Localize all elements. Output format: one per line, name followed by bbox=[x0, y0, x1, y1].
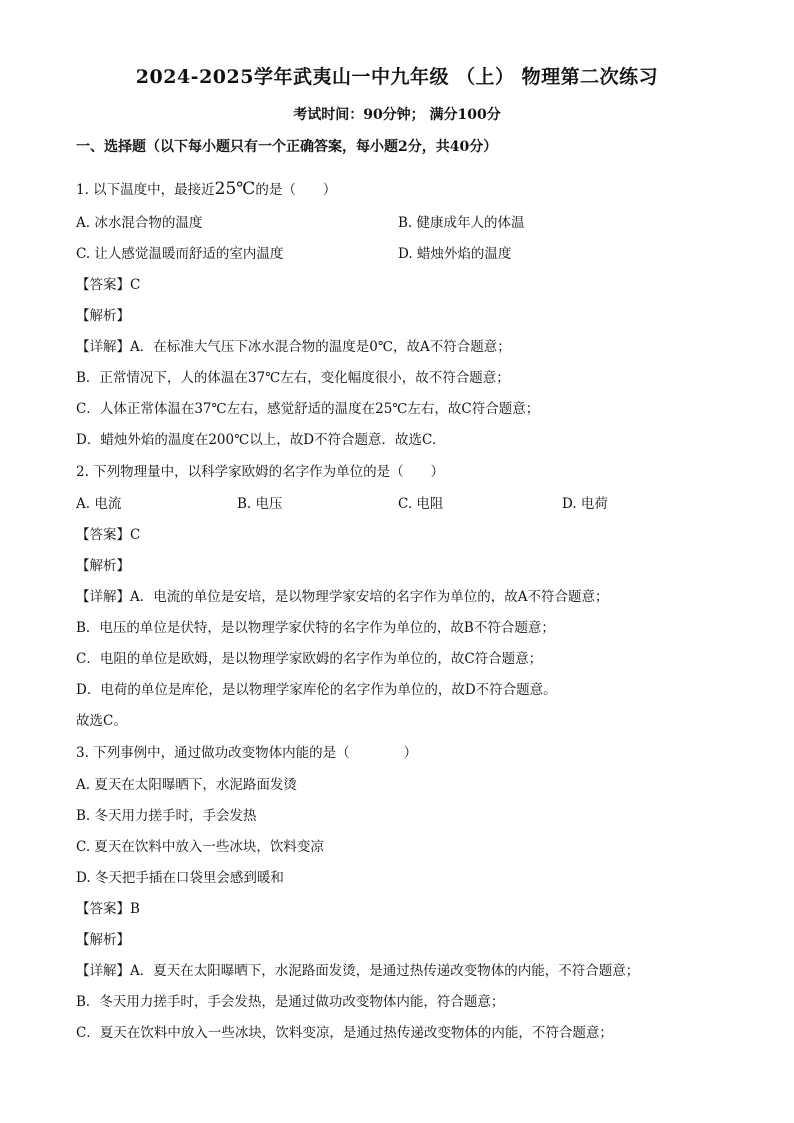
exam-info: 考试时间：90分钟； 满分100分 bbox=[293, 107, 501, 123]
q2-option-d: D. 电荷 bbox=[562, 496, 608, 512]
q3-analysis-label: 【解析】 bbox=[76, 932, 130, 948]
q1-detail-3: C．人体正常体温在37℃左右，感觉舒适的温度在25℃左右，故C符合题意； bbox=[76, 401, 540, 417]
q3-detail-1: 【详解】A．夏天在太阳曝晒下，水泥路面发烫，是通过热传递改变物体的内能，不符合题意； bbox=[76, 963, 640, 979]
q3-option-a: A. 夏天在太阳曝晒下，水泥路面发烫 bbox=[76, 777, 297, 793]
q3-detail-3: C．夏天在饮料中放入一些冰块，饮料变凉，是通过热传递改变物体的内能，不符合题意； bbox=[76, 1025, 613, 1041]
q1-stem-pre: 1. 以下温度中，最接近 bbox=[76, 182, 215, 198]
q2-option-a: A. 电流 bbox=[76, 496, 122, 512]
q1-answer: 【答案】C bbox=[76, 277, 141, 293]
q3-detail-2: B．冬天用力搓手时，手会发热，是通过做功改变物体内能，符合题意； bbox=[76, 994, 505, 1010]
q3-option-b: B. 冬天用力搓手时，手会发热 bbox=[76, 808, 257, 824]
q2-conclusion: 故选C。 bbox=[76, 713, 127, 729]
q1-detail-1: 【详解】A．在标准大气压下冰水混合物的温度是0℃，故A不符合题意； bbox=[76, 339, 511, 355]
q2-detail-4: D．电荷的单位是库伦，是以物理学家库伦的名字作为单位的，故D不符合题意。 bbox=[76, 682, 557, 698]
q1-analysis-label: 【解析】 bbox=[76, 308, 130, 324]
q1-detail-4: D．蜡烛外焰的温度在200℃以上，故D不符合题意．故选C. bbox=[76, 432, 437, 448]
q1-detail-2: B．正常情况下，人的体温在37℃左右，变化幅度很小，故不符合题意； bbox=[76, 370, 510, 386]
q1-option-d: D. 蜡烛外焰的温度 bbox=[398, 246, 512, 262]
page-title: 2024-2025学年武夷山一中九年级 （上） 物理第二次练习 bbox=[135, 66, 659, 88]
q1-option-c: C. 让人感觉温暖而舒适的室内温度 bbox=[76, 246, 284, 262]
q2-detail-3: C．电阻的单位是欧姆，是以物理学家欧姆的名字作为单位的，故C符合题意； bbox=[76, 651, 543, 667]
q3-option-c: C. 夏天在饮料中放入一些冰块，饮料变凉 bbox=[76, 839, 324, 855]
q1-option-a: A. 冰水混合物的温度 bbox=[76, 215, 203, 231]
question-1-stem bbox=[76, 178, 336, 199]
q1-option-b: B. 健康成年人的体温 bbox=[398, 215, 525, 231]
q2-detail-2: B．电压的单位是伏特，是以物理学家伏特的名字作为单位的，故B不符合题意； bbox=[76, 620, 555, 636]
question-2-stem: 2. 下列物理量中，以科学家欧姆的名字作为单位的是（ ） bbox=[76, 464, 445, 480]
question-3-stem: 3. 下列事例中，通过做功改变物体内能的是（ ） bbox=[76, 745, 418, 761]
q2-analysis-label: 【解析】 bbox=[76, 558, 130, 574]
q2-option-c: C. 电阻 bbox=[398, 496, 444, 512]
q2-option-b: B. 电压 bbox=[237, 496, 283, 512]
q1-stem-temp: 25℃ bbox=[214, 179, 256, 199]
q3-answer: 【答案】B bbox=[76, 901, 140, 917]
q1-stem-post: 的是（ ） bbox=[255, 182, 337, 198]
q2-answer: 【答案】C bbox=[76, 527, 141, 543]
q2-detail-1: 【详解】A．电流的单位是安培，是以物理学家安培的名字作为单位的，故A不符合题意； bbox=[76, 589, 609, 605]
q3-option-d: D. 冬天把手插在口袋里会感到暖和 bbox=[76, 870, 284, 886]
section-heading: 一、选择题（以下每小题只有一个正确答案，每小题2分，共40分） bbox=[76, 139, 498, 155]
